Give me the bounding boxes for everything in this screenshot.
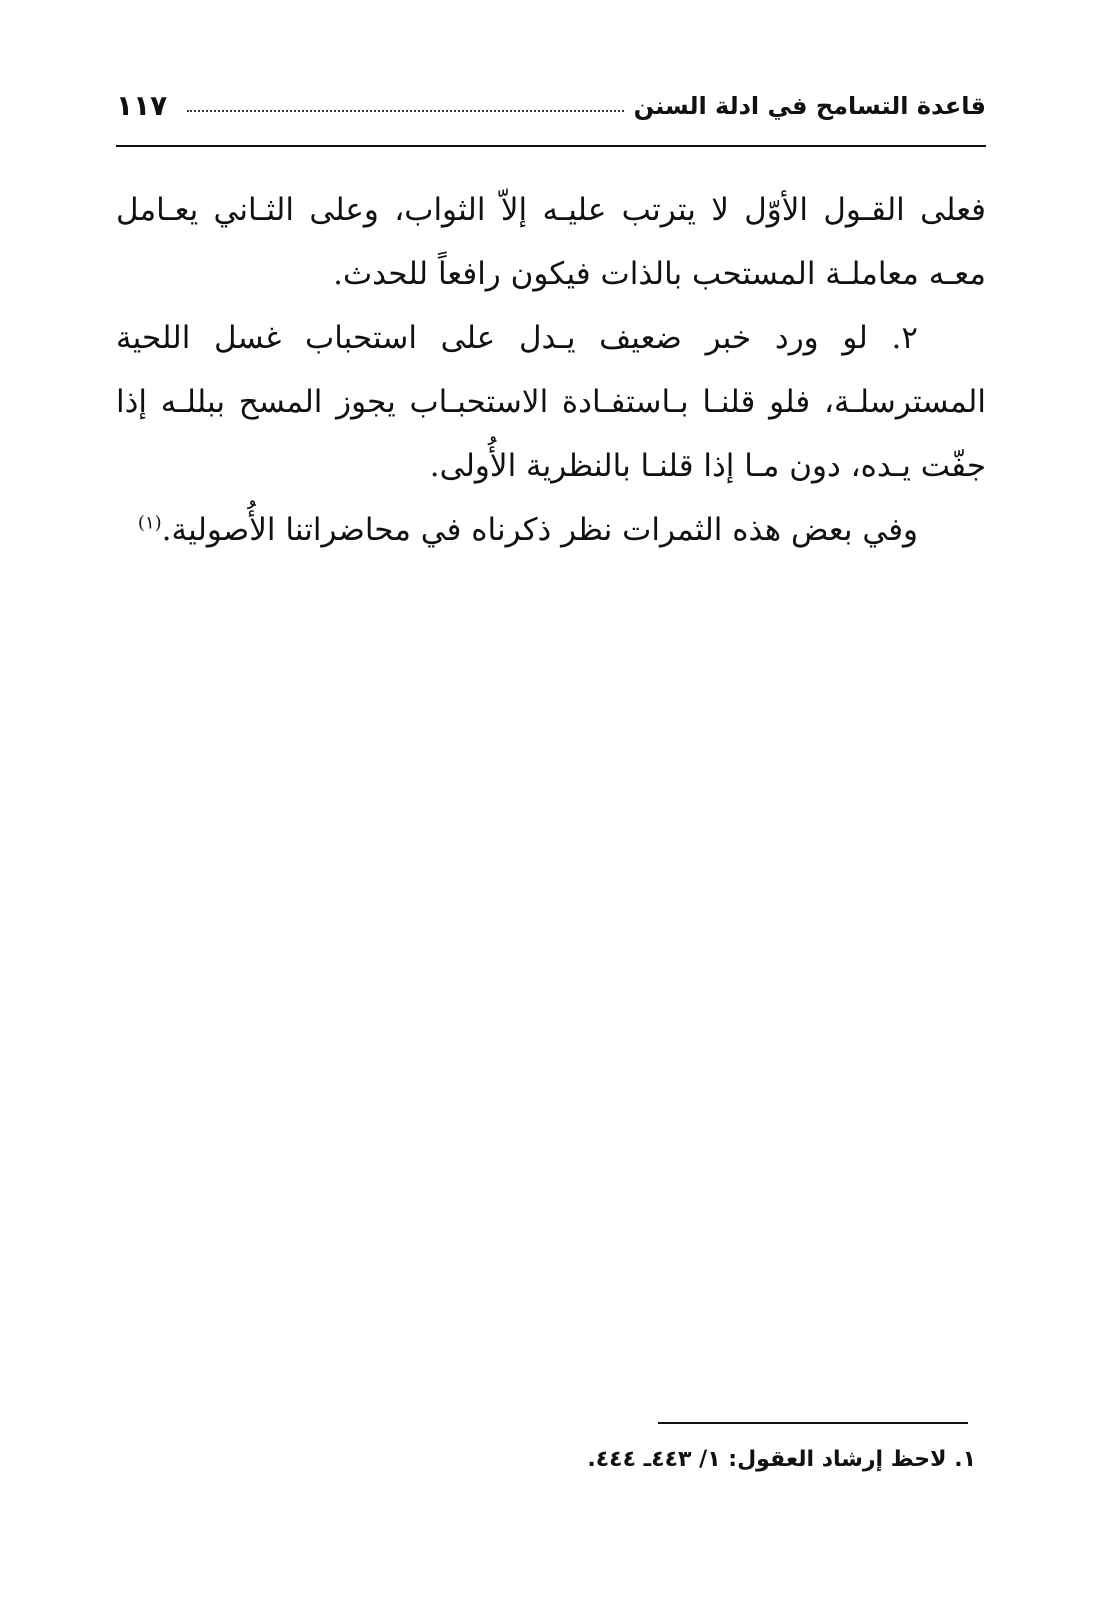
footnotes xyxy=(116,1440,976,1480)
body-text xyxy=(116,178,986,562)
footnote-reference: (١) xyxy=(137,512,162,534)
paragraph-3-text: وفي بعض هذه الثمرات نظر ذكرناه في محاضراتنا الأُصولية. xyxy=(161,512,918,548)
page-number: ١١٧ xyxy=(116,89,168,122)
header-rule xyxy=(116,145,986,147)
paragraph-1: فعلى القـول الأوّل لا يترتب عليـه إلاّ الثواب، وعلى الثـاني يعـامل معـه معاملـة المستحب بالذات فيكون رافعاً للحدث. xyxy=(116,192,986,292)
paragraph-3 xyxy=(116,498,986,562)
footnote-rule xyxy=(658,1422,968,1424)
dotted-leader xyxy=(187,109,623,112)
paragraph-2: ٢. لو ورد خبر ضعيف يـدل على استحباب غسل اللحية المسترسلـة، فلو قلنـا بـاستفـادة الاستحبـاب يجوز المسح ببللـه إذا جفّت يـده، دون مـا إذا قلنـا بالنظرية الأُولى. xyxy=(116,320,986,484)
page-header xyxy=(116,78,986,122)
footnote-1: ١. لاحظ إرشاد العقول: ١/ ٤٤٣ـ ٤٤٤. xyxy=(587,1447,976,1472)
running-title: قاعدة التسامح في ادلة السنن xyxy=(633,92,986,120)
